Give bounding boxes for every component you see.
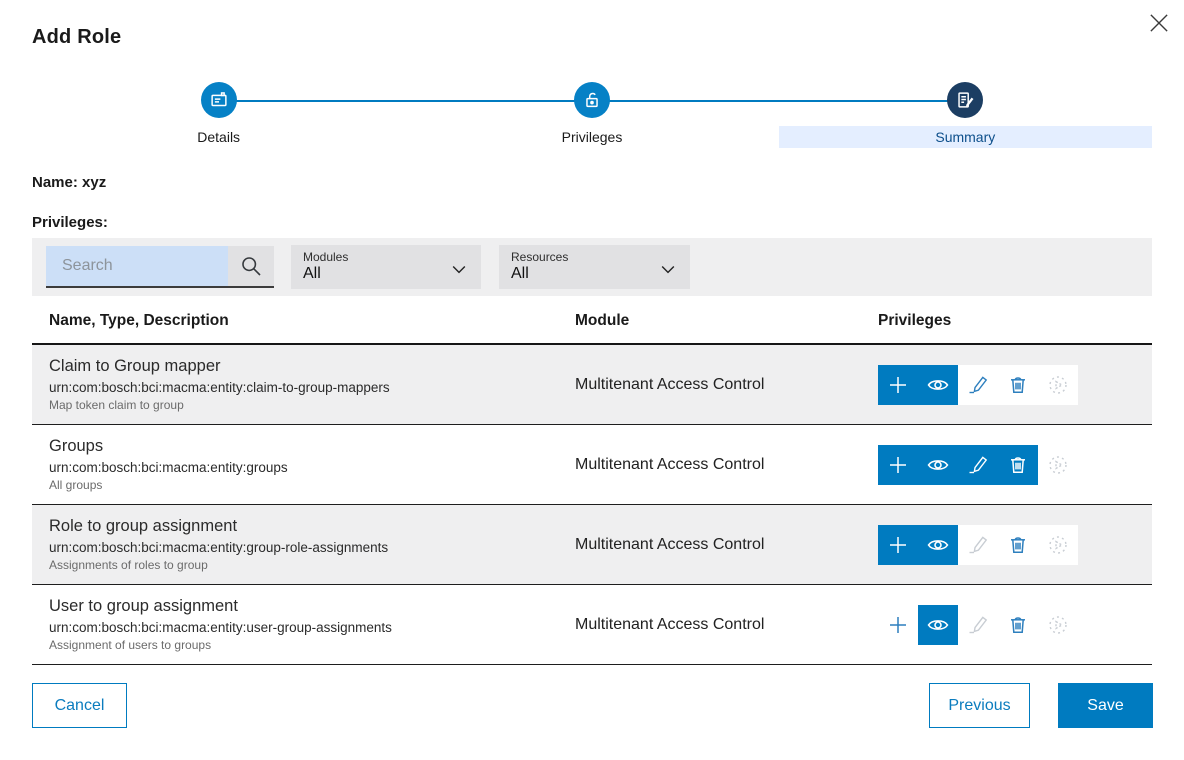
module-name: Multitenant Access Control	[575, 535, 765, 553]
dropdown-value: All	[511, 265, 529, 282]
entity-urn: urn:com:bosch:bci:macma:entity:groups	[49, 460, 288, 475]
module-name: Multitenant Access Control	[575, 375, 765, 393]
table-row	[32, 425, 1152, 505]
entity-name: Groups	[49, 437, 104, 455]
module-name: Multitenant Access Control	[575, 455, 765, 473]
entity-urn: urn:com:bosch:bci:macma:entity:claim-to-group-mappers	[49, 380, 390, 395]
view-eye-icon[interactable]	[918, 445, 958, 485]
step-label: Privileges	[561, 129, 623, 145]
privilege-actions	[878, 365, 1152, 405]
entity-description: Map token claim to group	[49, 398, 184, 412]
module-name: Multitenant Access Control	[575, 615, 765, 633]
edit-pencil-icon[interactable]	[958, 365, 998, 405]
close-icon[interactable]	[1146, 10, 1172, 36]
cancel-button[interactable]: Cancel	[32, 683, 127, 728]
step-details[interactable]	[32, 80, 405, 148]
step-label: Summary	[935, 129, 996, 145]
delete-trash-icon[interactable]	[998, 445, 1038, 485]
filter-bar	[32, 238, 1152, 296]
add-icon[interactable]	[878, 445, 918, 485]
modules-dropdown[interactable]	[291, 245, 481, 289]
entity-description: Assignment of users to groups	[49, 638, 212, 652]
privilege-actions	[878, 445, 1152, 485]
step-summary[interactable]	[779, 80, 1152, 148]
id-card-icon	[201, 82, 237, 118]
edit-pencil-icon[interactable]	[958, 525, 998, 565]
dropdown-label: Resources	[511, 250, 569, 264]
header-privileges: Privileges	[878, 312, 952, 329]
entity-name: Role to group assignment	[49, 517, 238, 535]
view-eye-icon[interactable]	[918, 605, 958, 645]
previous-button[interactable]: Previous	[929, 683, 1030, 728]
delete-trash-icon[interactable]	[998, 605, 1038, 645]
add-icon[interactable]	[878, 365, 918, 405]
view-eye-icon[interactable]	[918, 365, 958, 405]
execute-icon[interactable]	[1038, 445, 1078, 485]
step-label: Details	[197, 129, 241, 145]
edit-pencil-icon[interactable]	[958, 605, 998, 645]
execute-icon[interactable]	[1038, 525, 1078, 565]
entity-urn: urn:com:bosch:bci:macma:entity:user-group-assignments	[49, 620, 392, 635]
entity-name: User to group assignment	[49, 597, 238, 615]
table-row	[32, 345, 1152, 425]
step-privileges[interactable]	[405, 80, 778, 148]
chevron-down-icon	[658, 259, 678, 279]
execute-icon[interactable]	[1038, 365, 1078, 405]
chevron-down-icon	[449, 259, 469, 279]
entity-description: All groups	[49, 478, 103, 492]
save-button[interactable]: Save	[1058, 683, 1153, 728]
execute-icon[interactable]	[1038, 605, 1078, 645]
padlock-open-icon	[574, 82, 610, 118]
header-module: Module	[575, 312, 630, 329]
privilege-actions	[878, 525, 1152, 565]
dropdown-label: Modules	[303, 250, 349, 264]
privileges-heading: Privileges:	[32, 214, 108, 231]
entity-urn: urn:com:bosch:bci:macma:entity:group-role-assignments	[49, 540, 389, 555]
role-name: Name: xyz	[32, 174, 107, 191]
table-row	[32, 505, 1152, 585]
delete-trash-icon[interactable]	[998, 365, 1038, 405]
view-eye-icon[interactable]	[918, 525, 958, 565]
search-icon[interactable]	[228, 246, 274, 286]
edit-pencil-icon[interactable]	[958, 445, 998, 485]
stepper	[32, 80, 1152, 146]
table-row	[32, 585, 1152, 665]
document-edit-icon	[947, 82, 983, 118]
header-name-type-description: Name, Type, Description	[49, 312, 229, 329]
privilege-actions	[878, 605, 1152, 645]
dialog-title: Add Role	[32, 26, 122, 48]
entity-name: Claim to Group mapper	[49, 357, 221, 375]
search-input[interactable]	[46, 246, 228, 286]
resources-dropdown[interactable]	[499, 245, 690, 289]
add-icon[interactable]	[878, 525, 918, 565]
search-box	[46, 246, 274, 288]
add-icon[interactable]	[878, 605, 918, 645]
privileges-table	[32, 306, 1152, 665]
dropdown-value: All	[303, 265, 321, 282]
delete-trash-icon[interactable]	[998, 525, 1038, 565]
entity-description: Assignments of roles to group	[49, 558, 208, 572]
role-name-value: xyz	[82, 174, 107, 191]
table-header	[32, 306, 1152, 345]
